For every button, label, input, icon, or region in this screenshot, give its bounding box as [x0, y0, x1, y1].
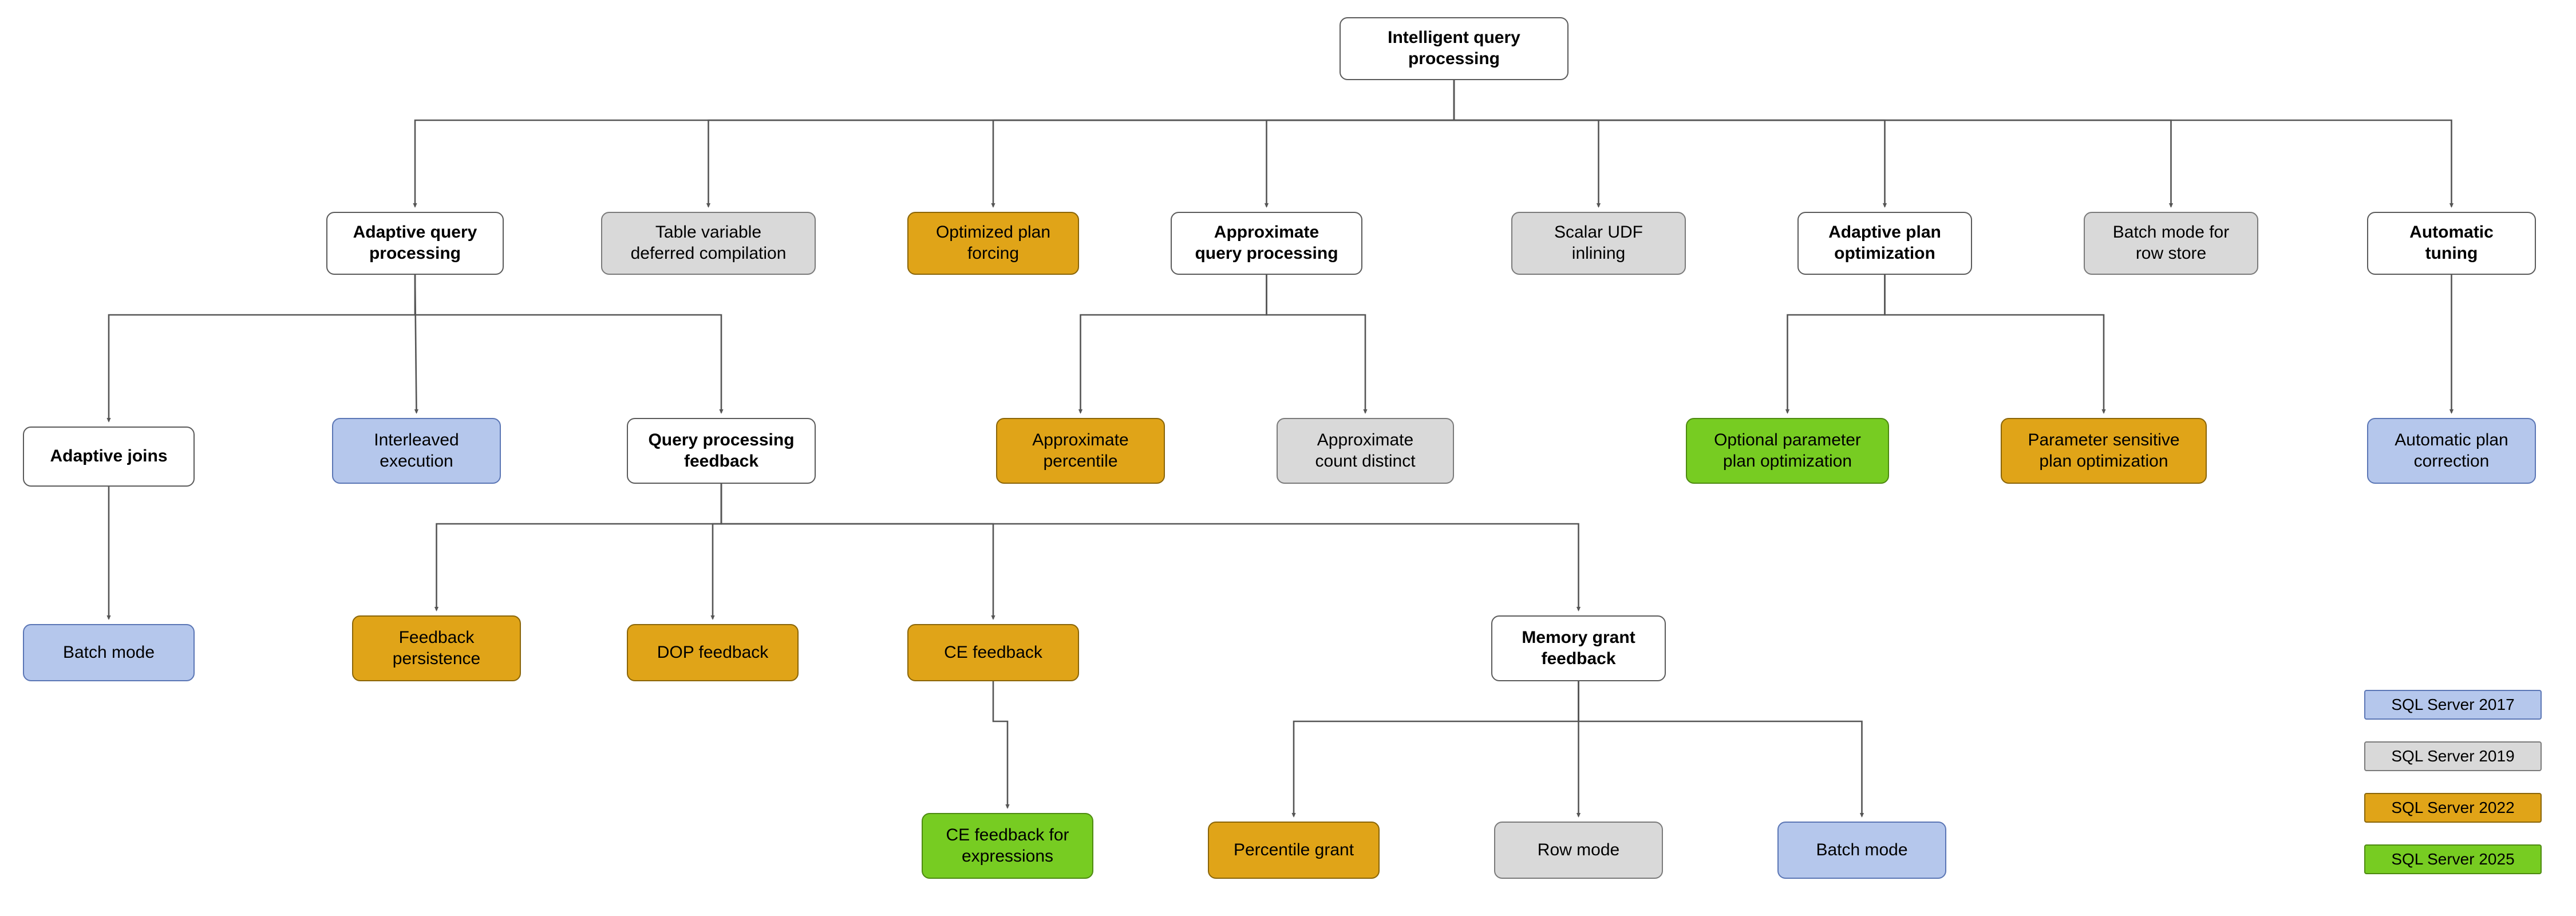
legend-item-orange: SQL Server 2022	[2364, 793, 2542, 823]
node-fbpersist[interactable]	[352, 615, 521, 681]
node-label: Query processing feedback	[648, 430, 795, 471]
node-label: Scalar UDF inlining	[1554, 223, 1643, 263]
edge-iqp-to-apx	[1267, 80, 1455, 207]
node-label: Automatic plan correction	[2395, 430, 2508, 471]
edge-mgf-to-batchmode2	[1579, 681, 1862, 816]
node-udf[interactable]	[1511, 212, 1686, 275]
node-label: Approximate count distinct	[1315, 430, 1416, 471]
node-label: Feedback persistence	[392, 627, 481, 668]
node-label: Table variable deferred compilation	[630, 223, 787, 263]
node-label: Optimized plan forcing	[935, 223, 1051, 263]
edge-aqp-to-qpf	[415, 275, 721, 413]
legend-item-green: SQL Server 2025	[2364, 844, 2542, 874]
node-pctgrant[interactable]	[1208, 822, 1380, 879]
node-apo[interactable]	[1797, 212, 1972, 275]
node-label: Batch mode	[62, 642, 155, 662]
edge-iqp-to-opf	[993, 80, 1454, 207]
node-label: Automatic tuning	[2409, 223, 2494, 263]
edge-cefb-to-cefbexpr	[993, 681, 1008, 808]
edge-iqp-to-udf	[1454, 80, 1599, 207]
node-label: Adaptive query processing	[353, 223, 477, 263]
legend-item-gray: SQL Server 2019	[2364, 741, 2542, 771]
node-label: DOP feedback	[657, 642, 769, 662]
edge-qpf-to-cefb	[721, 484, 993, 619]
edge-iqp-to-autotune	[1454, 80, 2452, 207]
edge-apo-to-pspo	[1885, 275, 2104, 413]
edge-apo-to-oppo	[1788, 275, 1885, 413]
legend-item-blue: SQL Server 2017	[2364, 690, 2542, 720]
node-batchmode1[interactable]	[23, 624, 195, 681]
node-cefb[interactable]	[907, 624, 1079, 681]
edge-iqp-to-tvdc	[709, 80, 1455, 207]
node-autotune[interactable]	[2367, 212, 2536, 275]
edge-mgf-to-pctgrant	[1294, 681, 1579, 816]
edge-qpf-to-fbpersist	[437, 484, 722, 610]
node-acd[interactable]	[1277, 418, 1454, 484]
edge-apx-to-acd	[1267, 275, 1366, 413]
node-apc[interactable]	[2367, 418, 2536, 484]
node-apx[interactable]	[1171, 212, 1362, 275]
node-mgf[interactable]	[1491, 615, 1666, 681]
node-iqp[interactable]	[1340, 17, 1568, 80]
edge-qpf-to-mgf	[721, 484, 1579, 610]
edge-aqp-to-interleave	[415, 275, 417, 413]
edge-apx-to-apct	[1081, 275, 1267, 413]
node-apct[interactable]	[996, 418, 1165, 484]
edge-iqp-to-aqp	[415, 80, 1454, 207]
node-oppo[interactable]	[1686, 418, 1889, 484]
node-pspo[interactable]	[2001, 418, 2207, 484]
node-label: Approximate percentile	[1032, 430, 1129, 471]
node-rowmode[interactable]	[1494, 822, 1663, 879]
node-label: CE feedback	[944, 642, 1042, 662]
node-label: Batch mode	[1816, 840, 1908, 859]
node-interleave[interactable]	[332, 418, 501, 484]
node-cefbexpr[interactable]	[922, 813, 1093, 879]
node-label: Adaptive joins	[50, 447, 168, 466]
node-label: Intelligent query processing	[1388, 28, 1520, 68]
node-batchmode2[interactable]	[1777, 822, 1946, 879]
node-opf[interactable]	[907, 212, 1079, 275]
edge-aqp-to-adjoins	[109, 275, 415, 421]
node-label: Adaptive plan optimization	[1828, 223, 1941, 263]
node-label: Optional parameter plan optimization	[1714, 430, 1861, 471]
node-label: Percentile grant	[1233, 840, 1354, 859]
node-label: Approximate query processing	[1195, 223, 1338, 263]
node-label: CE feedback for expressions	[946, 825, 1069, 866]
node-adjoins[interactable]	[23, 427, 195, 487]
node-tvdc[interactable]	[601, 212, 816, 275]
node-label: Memory grant feedback	[1522, 627, 1635, 668]
node-dopfb[interactable]	[627, 624, 799, 681]
node-bmrs[interactable]	[2084, 212, 2258, 275]
node-qpf[interactable]	[627, 418, 816, 484]
edge-iqp-to-apo	[1454, 80, 1885, 207]
node-label: Interleaved execution	[374, 430, 459, 471]
node-aqp[interactable]	[326, 212, 504, 275]
edge-qpf-to-dopfb	[713, 484, 721, 619]
node-label: Row mode	[1537, 840, 1620, 859]
node-label: Batch mode for row store	[2112, 223, 2230, 263]
edge-iqp-to-bmrs	[1454, 80, 2171, 207]
node-label: Parameter sensitive plan optimization	[2028, 430, 2180, 471]
